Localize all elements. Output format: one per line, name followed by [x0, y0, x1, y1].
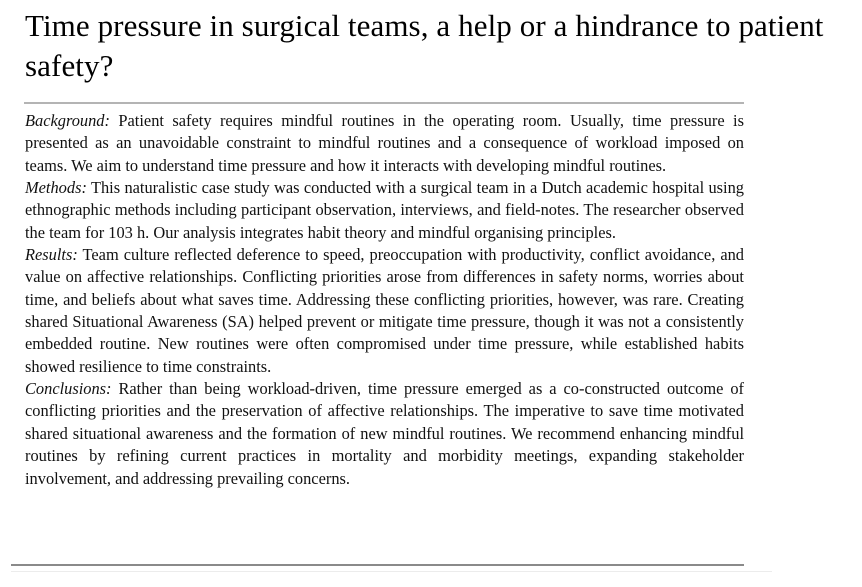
section-text-conclusions: Rather than being workload-driven, time pressure emerged as a co-constructed outcome of conflicting priorities and the preservation of affective relationships. The imperative to save time motivated shared situational awareness and the formation of new mindful routines. We recommend enhancing mindful routines by refining current practices in mortality and morbidity meetings, expanding stakeholder involvement, and addressing prevailing concerns.: [25, 379, 744, 488]
section-text-methods: This naturalistic case study was conducted with a surgical team in a Dutch academic hospital using ethnographic methods including participant observation, interviews, and field-notes. The researcher observed the team for 103 h. Our analysis integrates habit theory and mindful organising principles.: [25, 178, 744, 242]
section-label-conclusions: Conclusions:: [25, 379, 112, 399]
bottom-divider: [11, 564, 744, 566]
article-title: Time pressure in surgical teams, a help or a hindrance to patient safety?: [25, 8, 824, 83]
section-label-methods: Methods:: [25, 178, 87, 198]
section-label-background: Background:: [25, 111, 110, 130]
section-text-background: Patient safety requires mindful routines in the operating room. Usually, time pressure is presented as an unavoidable constraint to mindful routines and a consequence of workload imposed on teams. We aim to understand time pressure and how it interacts with developing mindful routines.: [25, 111, 744, 175]
abstract-section-background: [25, 110, 744, 177]
section-text-results: Team culture reflected deference to speed, preoccupation with productivity, conflict avoidance, and value on affective relationships. Conflicting priorities arose from differences in safety norms, worries about time, and beliefs about what saves time. Addressing these conflicting priorities, however, was rare. Creating shared Situational Awareness (SA) helped prevent or mitigate time pressure, though it was not a consistently embedded routine. New routines were often compromised under time pressure, while established habits showed resilience to time constraints.: [25, 245, 744, 376]
faint-divider: [11, 571, 772, 572]
abstract: [25, 110, 744, 490]
abstract-section-results: [25, 244, 744, 378]
abstract-section-methods: [25, 177, 744, 244]
top-divider: [24, 102, 744, 104]
abstract-section-conclusions: [25, 378, 744, 490]
section-label-results: Results:: [25, 245, 78, 265]
